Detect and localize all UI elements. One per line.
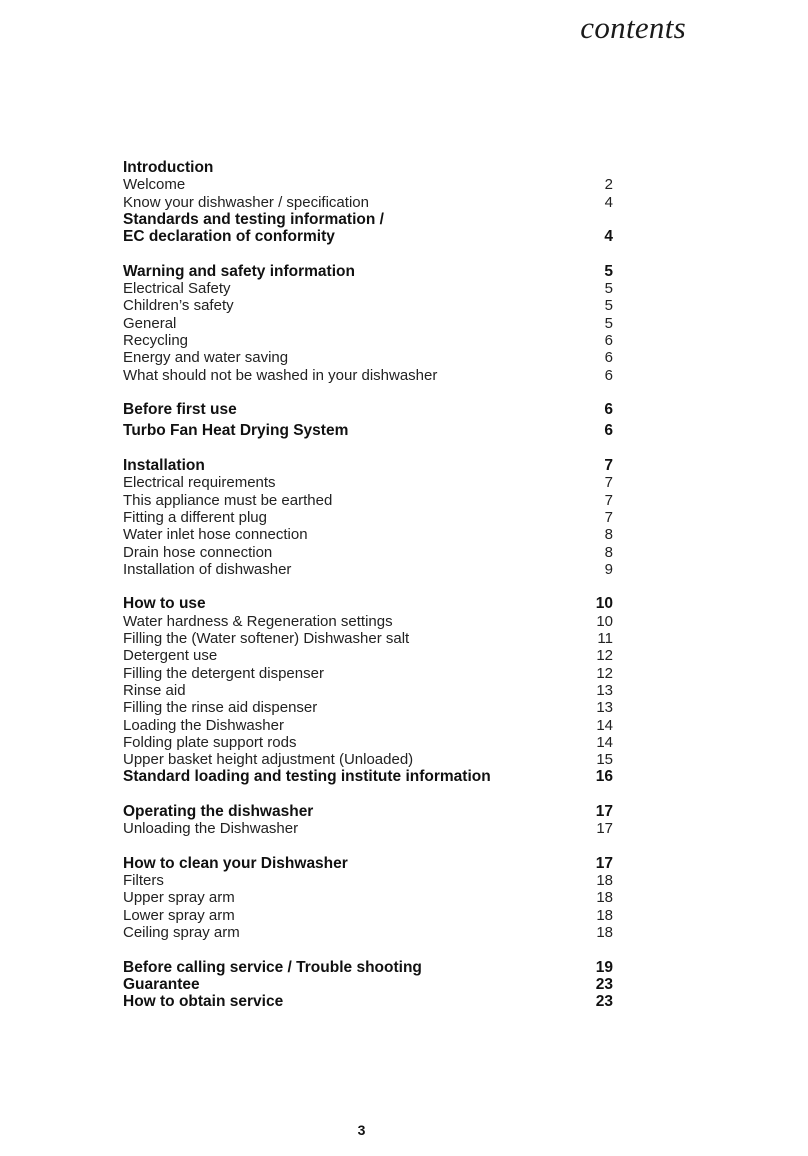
toc-entry-page: 5: [604, 314, 613, 332]
toc-entry-page: 7: [604, 457, 613, 475]
toc-entry-row: [123, 872, 613, 889]
toc-entry-label: What should not be washed in your dishwasher: [123, 366, 438, 384]
toc-entry-label: Upper spray arm: [123, 889, 235, 907]
section-spacer: [123, 578, 613, 595]
toc-entry-page: 14: [596, 716, 613, 734]
toc-entry-page: 12: [596, 664, 613, 682]
toc-entry-page: 8: [604, 543, 613, 561]
toc-entry-page: 15: [596, 751, 613, 769]
toc-entry-label: Introduction: [123, 159, 214, 176]
toc-entry-page: 14: [596, 733, 613, 751]
toc-entry-page: 18: [596, 889, 613, 907]
toc-entry-label: Welcome: [123, 176, 186, 194]
toc-entry-page: 17: [596, 820, 613, 838]
toc-entry-page: 6: [604, 366, 613, 384]
toc-entry-row: [123, 665, 613, 682]
toc-entry-page: 6: [604, 401, 613, 419]
toc-entry-page: 13: [596, 681, 613, 699]
toc-entry-page: 8: [604, 526, 613, 544]
toc-entry-row: [123, 492, 613, 509]
toc-entry-row: [123, 176, 613, 193]
toc-entry-label: Filters: [123, 872, 164, 890]
toc-entry-page: 6: [604, 349, 613, 367]
toc-entry-label: Water inlet hose connection: [123, 526, 308, 544]
toc-entry-page: 7: [604, 508, 613, 526]
toc-entry-label: Drain hose connection: [123, 543, 273, 561]
toc-heading-row: [123, 457, 613, 474]
toc-entry-page: 9: [604, 560, 613, 578]
toc-entry-label: Standard loading and testing institute information: [123, 768, 491, 786]
toc-entry-row: [123, 297, 613, 314]
toc-entry-page: 17: [595, 802, 613, 820]
toc-entry-row: [123, 194, 613, 211]
toc-entry-label: Lower spray arm: [123, 906, 235, 924]
toc-entry-label: Operating the dishwasher: [123, 802, 314, 820]
section-spacer: [123, 384, 613, 401]
toc-entry-page: 13: [596, 699, 613, 717]
toc-entry-page: 6: [604, 331, 613, 349]
toc-entry-label: This appliance must be earthed: [123, 491, 333, 509]
toc-heading-row: [123, 595, 613, 612]
toc-entry-row: [123, 699, 613, 716]
page-number: 3: [357, 1122, 366, 1138]
toc-entry-row: [123, 889, 613, 906]
toc-entry-label: Upper basket height adjustment (Unloaded): [123, 751, 414, 769]
toc-entry-label: General: [123, 314, 177, 332]
toc-heading-row: [123, 959, 613, 976]
toc-entry-page: 11: [597, 630, 613, 648]
toc-entry-row: [123, 907, 613, 924]
section-spacer: [123, 941, 613, 958]
toc-entry-row: [123, 613, 613, 630]
toc-entry-label: EC declaration of conformity: [123, 228, 335, 246]
toc-entry-page: 17: [595, 854, 613, 872]
toc-entry-page: 10: [595, 595, 613, 613]
section-spacer: [123, 440, 613, 457]
toc-entry-label: Loading the Dishwasher: [123, 716, 284, 734]
toc-entry-page: 10: [596, 612, 613, 630]
toc-heading-row: [123, 993, 613, 1010]
toc-entry-row: [123, 332, 613, 349]
toc-entry-page: 23: [595, 993, 613, 1011]
toc-entry-page: 7: [604, 474, 613, 492]
toc-entry-row: [123, 349, 613, 366]
toc-entry-row: [123, 751, 613, 768]
toc-heading-row: [123, 803, 613, 820]
toc-entry-label: Ceiling spray arm: [123, 924, 240, 942]
toc-entry-row: [123, 474, 613, 491]
toc-entry-page: 5: [604, 262, 613, 280]
toc-entry-row: [123, 820, 613, 837]
toc-entry-label: Standards and testing information /: [123, 210, 384, 228]
section-spacer: [123, 786, 613, 803]
toc-entry-label: Know your dishwasher / specification: [123, 193, 369, 211]
table-of-contents: [123, 159, 613, 1011]
toc-entry-label: Filling the rinse aid dispenser: [123, 699, 318, 717]
toc-heading-row: [123, 768, 613, 785]
toc-entry-row: [123, 526, 613, 543]
toc-entry-label: Installation of dishwasher: [123, 560, 292, 578]
toc-entry-row: [123, 561, 613, 578]
toc-entry-label: Folding plate support rods: [123, 733, 297, 751]
toc-entry-page: 5: [604, 280, 613, 298]
toc-entry-page: 16: [595, 768, 613, 786]
toc-heading-row: [123, 159, 613, 176]
toc-entry-label: Energy and water saving: [123, 349, 289, 367]
toc-entry-label: Filling the detergent dispenser: [123, 664, 324, 682]
toc-entry-row: [123, 734, 613, 751]
toc-entry-label: Fitting a different plug: [123, 508, 267, 526]
toc-entry-label: How to use: [123, 595, 206, 613]
toc-heading-row: [123, 263, 613, 280]
toc-entry-page: 18: [596, 924, 613, 942]
toc-heading-row: [123, 211, 613, 228]
toc-entry-row: [123, 280, 613, 297]
toc-entry-label: Warning and safety information: [123, 262, 355, 280]
toc-entry-label: Before calling service / Trouble shooting: [123, 958, 422, 976]
toc-entry-label: Electrical requirements: [123, 474, 276, 492]
toc-entry-page: 5: [604, 297, 613, 315]
toc-heading-row: [123, 228, 613, 245]
toc-entry-row: [123, 544, 613, 561]
toc-entry-label: Electrical Safety: [123, 280, 231, 298]
toc-heading-row: [123, 401, 613, 418]
toc-entry-label: Guarantee: [123, 975, 200, 993]
toc-entry-label: Detergent use: [123, 647, 218, 665]
toc-entry-row: [123, 717, 613, 734]
toc-entry-page: 4: [604, 193, 613, 211]
toc-entry-label: Filling the (Water softener) Dishwasher salt: [123, 630, 410, 648]
toc-entry-label: Rinse aid: [123, 681, 186, 699]
toc-entry-row: [123, 924, 613, 941]
toc-entry-label: Installation: [123, 457, 205, 475]
toc-entry-label: How to obtain service: [123, 993, 284, 1011]
toc-heading-row: [123, 422, 613, 439]
toc-entry-page: 7: [604, 491, 613, 509]
toc-entry-label: Recycling: [123, 331, 189, 349]
toc-entry-page: 2: [604, 176, 613, 194]
toc-entry-page: 6: [604, 422, 613, 440]
toc-entry-label: How to clean your Dishwasher: [123, 854, 348, 872]
toc-entry-row: [123, 682, 613, 699]
toc-entry-page: 4: [604, 228, 613, 246]
toc-entry-row: [123, 509, 613, 526]
toc-entry-row: [123, 647, 613, 664]
section-spacer: [123, 838, 613, 855]
toc-entry-label: Unloading the Dishwasher: [123, 820, 299, 838]
toc-entry-label: Children’s safety: [123, 297, 234, 315]
toc-entry-page: 23: [595, 975, 613, 993]
page-title: contents: [580, 10, 686, 45]
toc-heading-row: [123, 855, 613, 872]
toc-heading-row: [123, 976, 613, 993]
toc-entry-row: [123, 630, 613, 647]
toc-entry-page: 12: [596, 647, 613, 665]
toc-entry-row: [123, 367, 613, 384]
section-spacer: [123, 245, 613, 262]
toc-entry-page: 19: [595, 958, 613, 976]
toc-entry-label: Turbo Fan Heat Drying System: [123, 422, 349, 440]
toc-entry-label: Before first use: [123, 401, 237, 419]
toc-entry-page: 18: [596, 906, 613, 924]
toc-entry-label: Water hardness & Regeneration settings: [123, 612, 393, 630]
toc-entry-page: 18: [596, 872, 613, 890]
toc-entry-row: [123, 315, 613, 332]
